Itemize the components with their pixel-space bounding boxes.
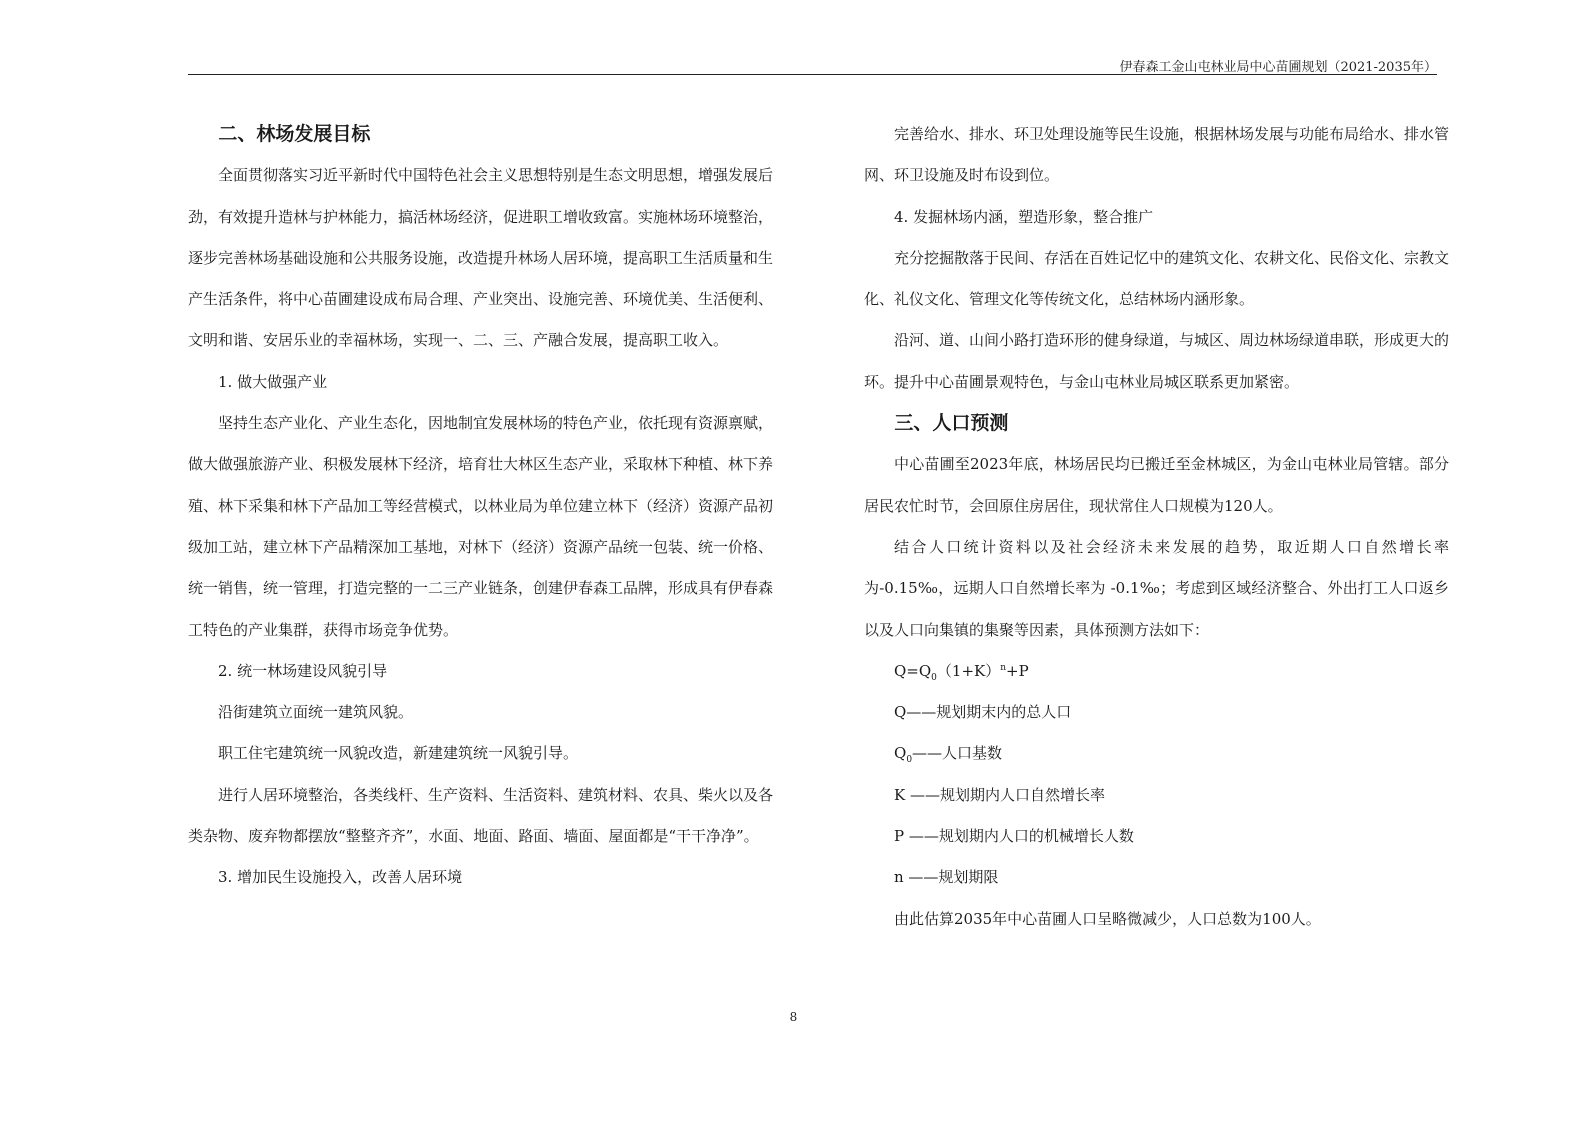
- paragraph: 完善给水、排水、环卫处理设施等民生设施，根据林场发展与功能布局给水、排水管网、环卫设施及时布设到位。: [864, 125, 1450, 185]
- list-item-heading: 1. 做大做强产业: [218, 372, 328, 391]
- definition-q0: $Q_0——$人口基数: [894, 744, 1003, 766]
- formula-part: Q=Q: [894, 661, 932, 680]
- list-item-heading: 2. 统一林场建设风貌引导: [218, 661, 388, 680]
- paragraph: 进行人居环境整治，各类线杆、生产资料、生活资料、建筑材料、农具、柴火以及各类杂物、废弃物都摆放“整整齐齐”，水面、地面、路面、墙面、屋面都是“干干净净”。: [188, 785, 774, 846]
- paragraph: 由此估算2035年中心苗圃人口呈略微减少，人口总数为100人。: [894, 909, 1321, 928]
- formula-superscript: n: [1000, 662, 1007, 673]
- section-heading-population: 三、人口预测: [894, 412, 1009, 435]
- paragraph: 沿街建筑立面统一建筑风貌。: [218, 703, 414, 722]
- paragraph: 充分挖掘散落于民间、存活在百姓记忆中的建筑文化、农耕文化、民俗文化、宗教文化、礼仪文化、管理文化等传统文化，总结林场内涵形象。: [864, 248, 1450, 309]
- header-title: 伊春森工金山屯林业局中心苗圃规划（2021-2035年）: [1119, 60, 1437, 75]
- section-heading-forest-goals: 二、林场发展目标: [218, 123, 371, 145]
- page-number: 8: [789, 1010, 798, 1024]
- left-column: [188, 114, 773, 899]
- header-divider: [188, 74, 1437, 75]
- paragraph: 坚持生态产业化、产业生态化，因地制宜发展林场的特色产业，依托现有资源禀赋，做大做强旅游产业、积极发展林下经济，培育壮大林区生态产业，采取林下种植、林下养殖、林下采集和林下产品加工等经营模式，以林业局为单位建立林下（经济）资源产品初级加工站，建立林下产品精深加工基地，对林下（经济）资源产品统一包装、统一价格、统一销售，统一管理，打造完整的一二三产业链条，创建伊春森工品牌，形成具有伊春森工特色的产业集群，获得市场竞争优势。: [188, 414, 774, 639]
- definition-q: Q——规划期末内的总人口: [894, 703, 1072, 722]
- formula-part: +P: [1006, 661, 1029, 680]
- definition-n: n ——规划期限: [894, 868, 999, 887]
- paragraph: 全面贯彻落实习近平新时代中国特色社会主义思想特别是生态文明思想，增强发展后劲，有效提升造林与护林能力，搞活林场经济，促进职工增收致富。实施林场环境整治，逐步完善林场基础设施和公共服务设施，改造提升林场人居环境，提高职工生活质量和生产生活条件，将中心苗圃建设成布局合理、产业突出、设施完善、环境优美、生活便利、文明和谐、安居乐业的幸福林场，实现一、二、三、产融合发展，提高职工收入。: [188, 166, 774, 350]
- formula-part: （1+K）: [936, 661, 1001, 680]
- definition-p: P ——规划期内人口的机械增长人数: [894, 827, 1134, 846]
- right-column: [864, 114, 1449, 940]
- definition-k: K ——规划期内人口自然增长率: [894, 785, 1105, 804]
- list-item-heading: 3. 增加民生设施投入，改善人居环境: [218, 868, 463, 887]
- formula-subscript: 0: [931, 672, 937, 683]
- paragraph: 结合人口统计资料以及社会经济未来发展的趋势，取近期人口自然增长率为-0.15‰，远期人口自然增长率为 -0.1‰；考虑到区域经济整合、外出打工人口返乡以及人口向集镇的集聚等因素，具体预测方法如下：: [864, 537, 1449, 639]
- paragraph: 中心苗圃至2023年底，林场居民均已搬迁至金林城区，为金山屯林业局管辖。部分居民农忙时节，会回原住房居住，现状常住人口规模为120人。: [864, 455, 1449, 515]
- paragraph: 职工住宅建筑统一风貌改造，新建建筑统一风貌引导。: [218, 744, 579, 763]
- paragraph: 沿河、道、山间小路打造环形的健身绿道，与城区、周边林场绿道串联，形成更大的环。提升中心苗圃景观特色，与金山屯林业局城区联系更加紧密。: [864, 331, 1450, 391]
- formula: [864, 651, 1449, 692]
- list-item-heading: 4. 发掘林场内涵，塑造形象，整合推广: [894, 207, 1154, 226]
